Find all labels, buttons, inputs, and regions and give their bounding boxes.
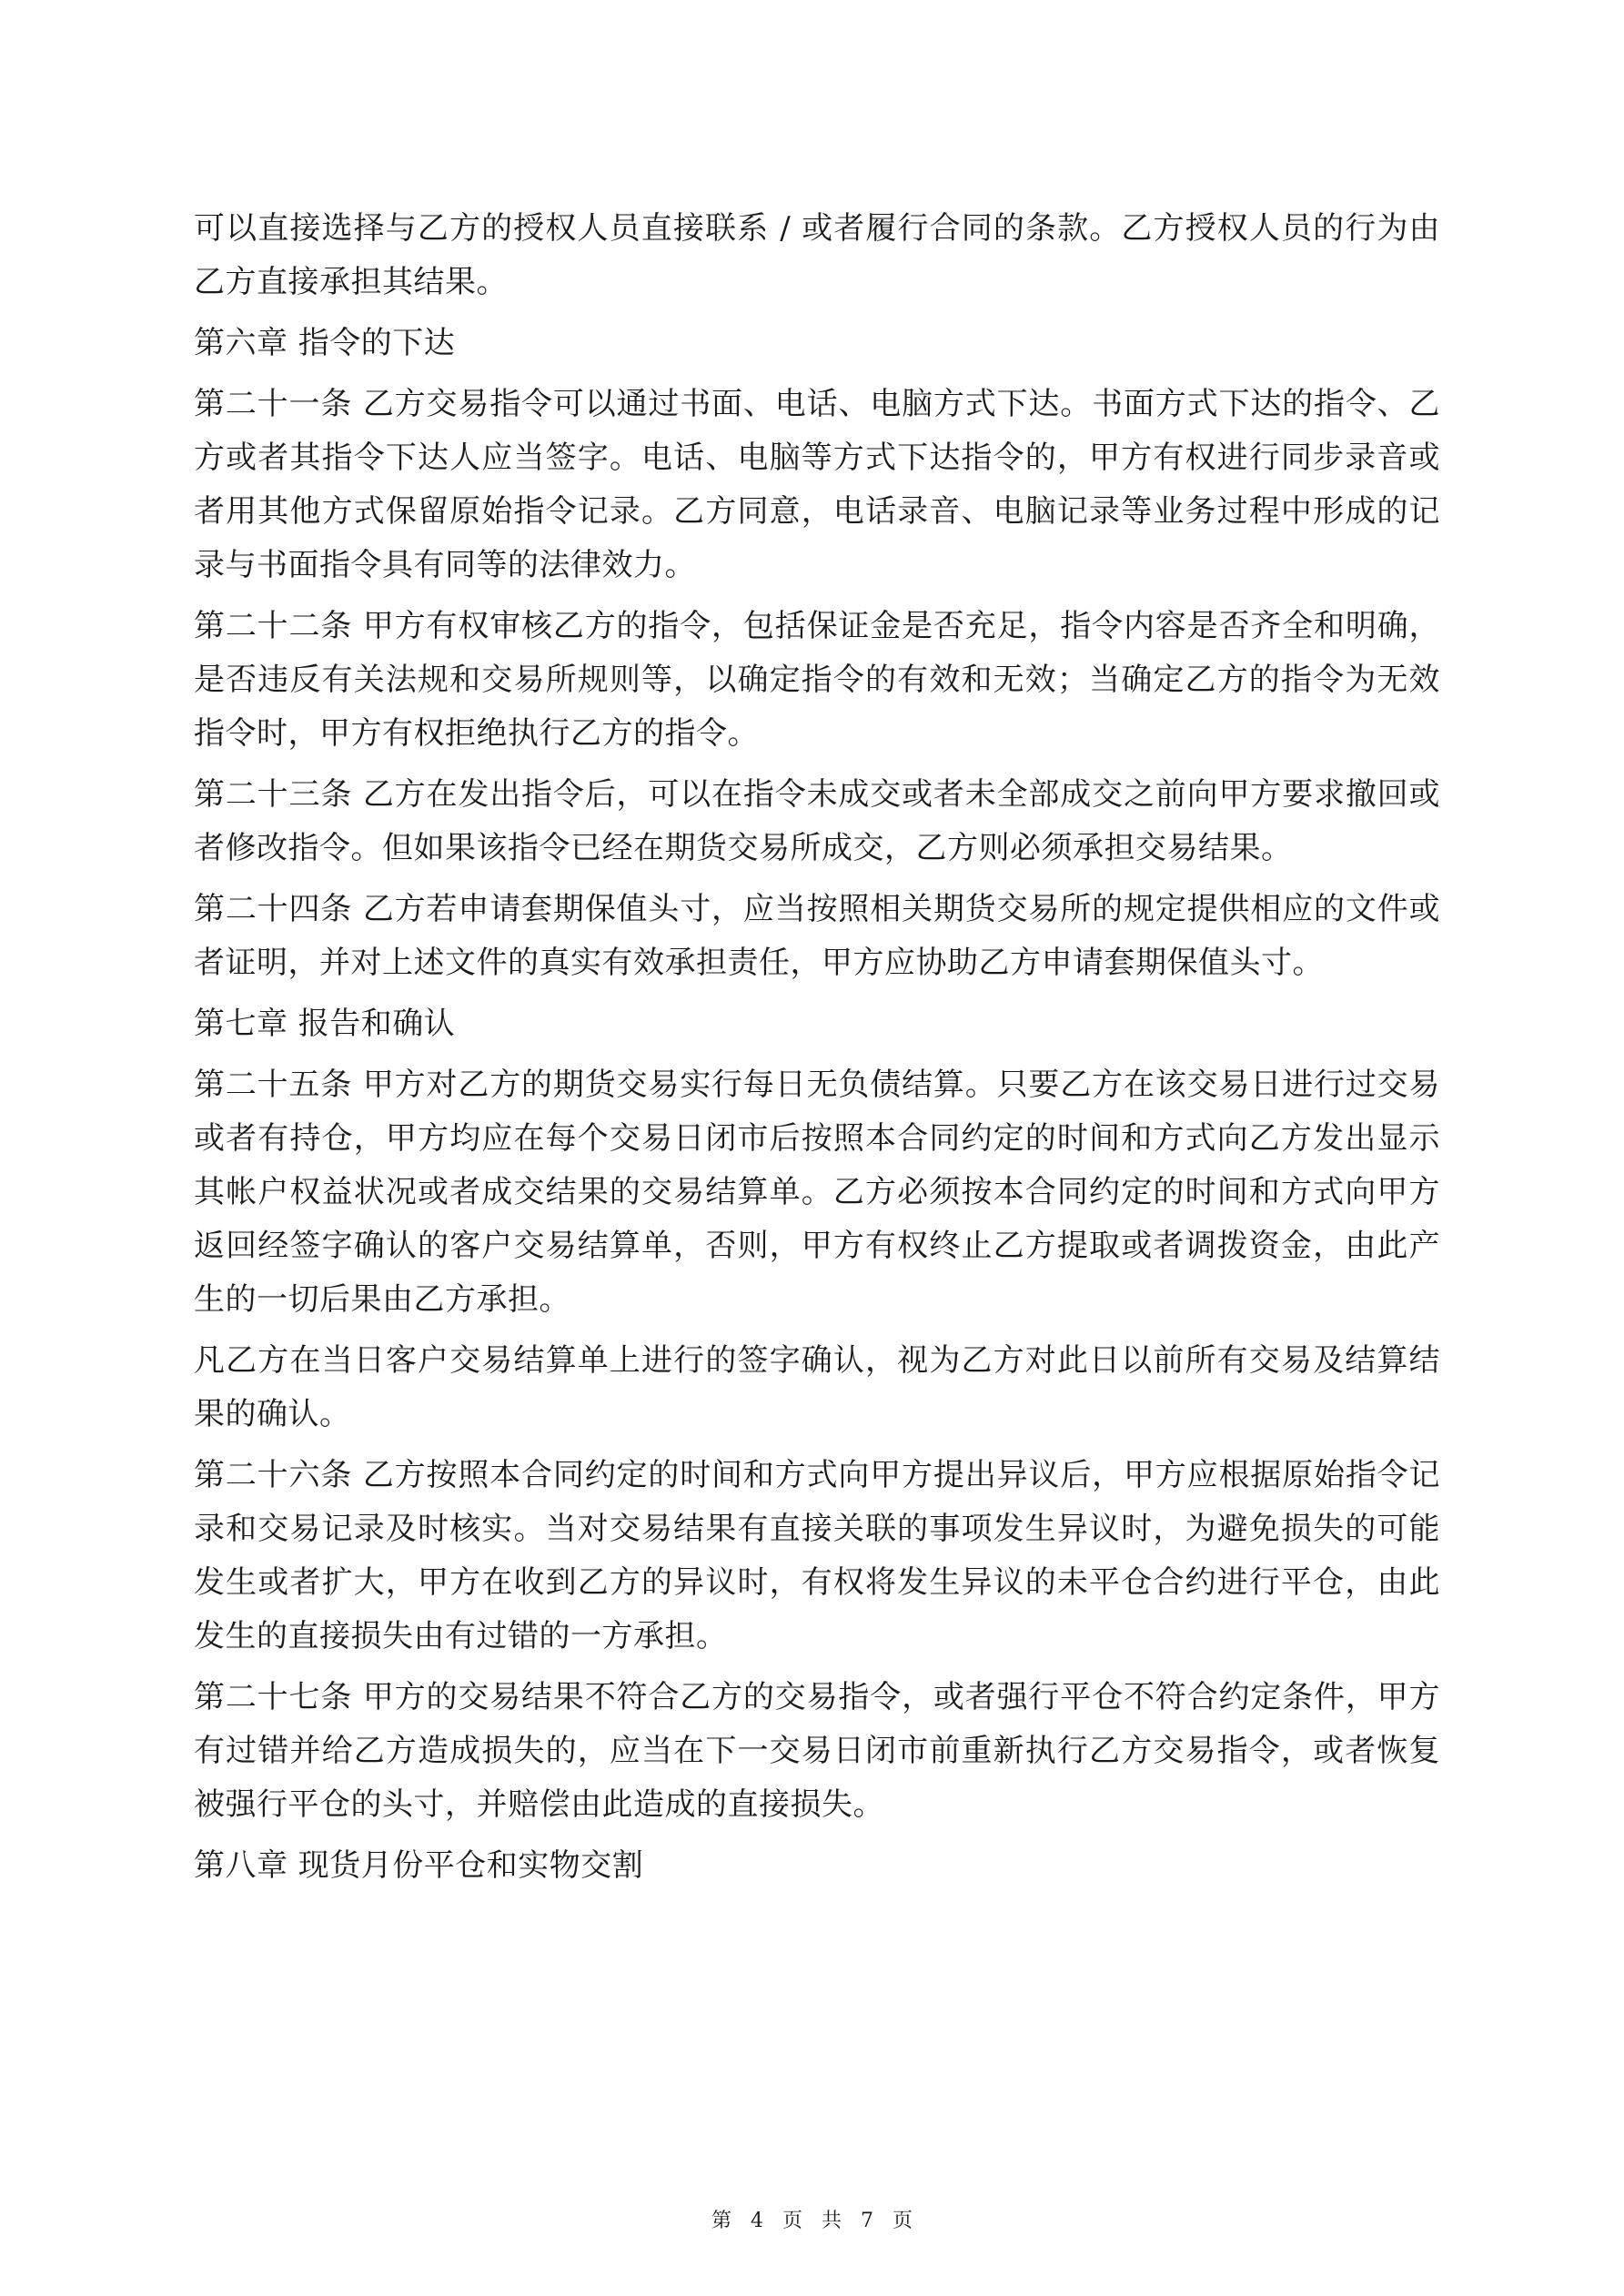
paragraph-continuation: 可以直接选择与乙方的授权人员直接联系 / 或者履行合同的条款。乙方授权人员的行为由乙方直接承担其结果。 xyxy=(194,210,1440,300)
article-26: 第二十六条 乙方按照本合同约定的时间和方式向甲方提出异议后，甲方应根据原始指令记录和交易记录及时核实。当对交易结果有直接关联的事项发生异议时，为避免损失的可能发生或者扩大，甲方在收到乙方的异议时，有权将发生异议的未平仓合约进行平仓，由此发生的直接损失由有过错的一方承担。 xyxy=(194,1457,1440,1654)
footer-label-page: 第 xyxy=(711,2210,731,2232)
chapter-heading-7: 第七章 报告和确认 xyxy=(194,1006,456,1042)
article-22: 第二十二条 甲方有权审核乙方的指令，包括保证金是否充足，指令内容是否齐全和明确，是否违反有关法规和交易所规则等，以确定指令的有效和无效；当确定乙方的指令为无效指令时，甲方有权拒绝执行乙方的指令。 xyxy=(194,608,1440,752)
article-25: 第二十五条 甲方对乙方的期货交易实行每日无负债结算。只要乙方在该交易日进行过交易或者有持仓，甲方均应在每个交易日闭市后按照本合同约定的时间和方式向乙方发出显示其帐户权益状况或者成交结果的交易结算单。乙方必须按本合同约定的时间和方式向甲方返回经签字确认的客户交易结算单，否则，甲方有权终止乙方提取或者调拨资金，由此产生的一切后果由乙方承担。 xyxy=(194,1067,1440,1318)
page-footer xyxy=(0,2208,1624,2235)
footer-label-unit: 页 xyxy=(782,2210,802,2232)
footer-label-unit-end: 页 xyxy=(893,2210,913,2232)
article-23: 第二十三条 乙方在发出指令后，可以在指令未成交或者未全部成交之前向甲方要求撤回或者修改指令。但如果该指令已经在期货交易所成交，乙方则必须承担交易结果。 xyxy=(194,776,1440,866)
footer-current-page: 4 xyxy=(750,2210,763,2232)
chapter-heading-6: 第六章 指令的下达 xyxy=(194,325,456,361)
chapter-heading-8: 第八章 现货月份平仓和实物交割 xyxy=(194,1847,644,1884)
article-27: 第二十七条 甲方的交易结果不符合乙方的交易指令，或者强行平仓不符合约定条件，甲方有过错并给乙方造成损失的，应当在下一交易日闭市前重新执行乙方交易指令，或者恢复被强行平仓的头寸，并赔偿由此造成的直接损失。 xyxy=(194,1679,1440,1823)
footer-label-total: 共 xyxy=(822,2210,842,2232)
article-21: 第二十一条 乙方交易指令可以通过书面、电话、电脑方式下达。书面方式下达的指令、乙方或者其指令下达人应当签字。电话、电脑等方式下达指令的，甲方有权进行同步录音或者用其他方式保留原始指令记录。乙方同意，电话录音、电脑记录等业务过程中形成的记录与书面指令具有同等的法律效力。 xyxy=(194,386,1440,583)
footer-total-pages: 7 xyxy=(861,2210,874,2232)
article-24: 第二十四条 乙方若申请套期保值头寸，应当按照相关期货交易所的规定提供相应的文件或者证明，并对上述文件的真实有效承担责任，甲方应协助乙方申请套期保值头寸。 xyxy=(194,891,1440,981)
article-25-confirmation: 凡乙方在当日客户交易结算单上进行的签字确认，视为乙方对此日以前所有交易及结算结果的确认。 xyxy=(194,1342,1440,1432)
document-body xyxy=(194,202,1440,1893)
